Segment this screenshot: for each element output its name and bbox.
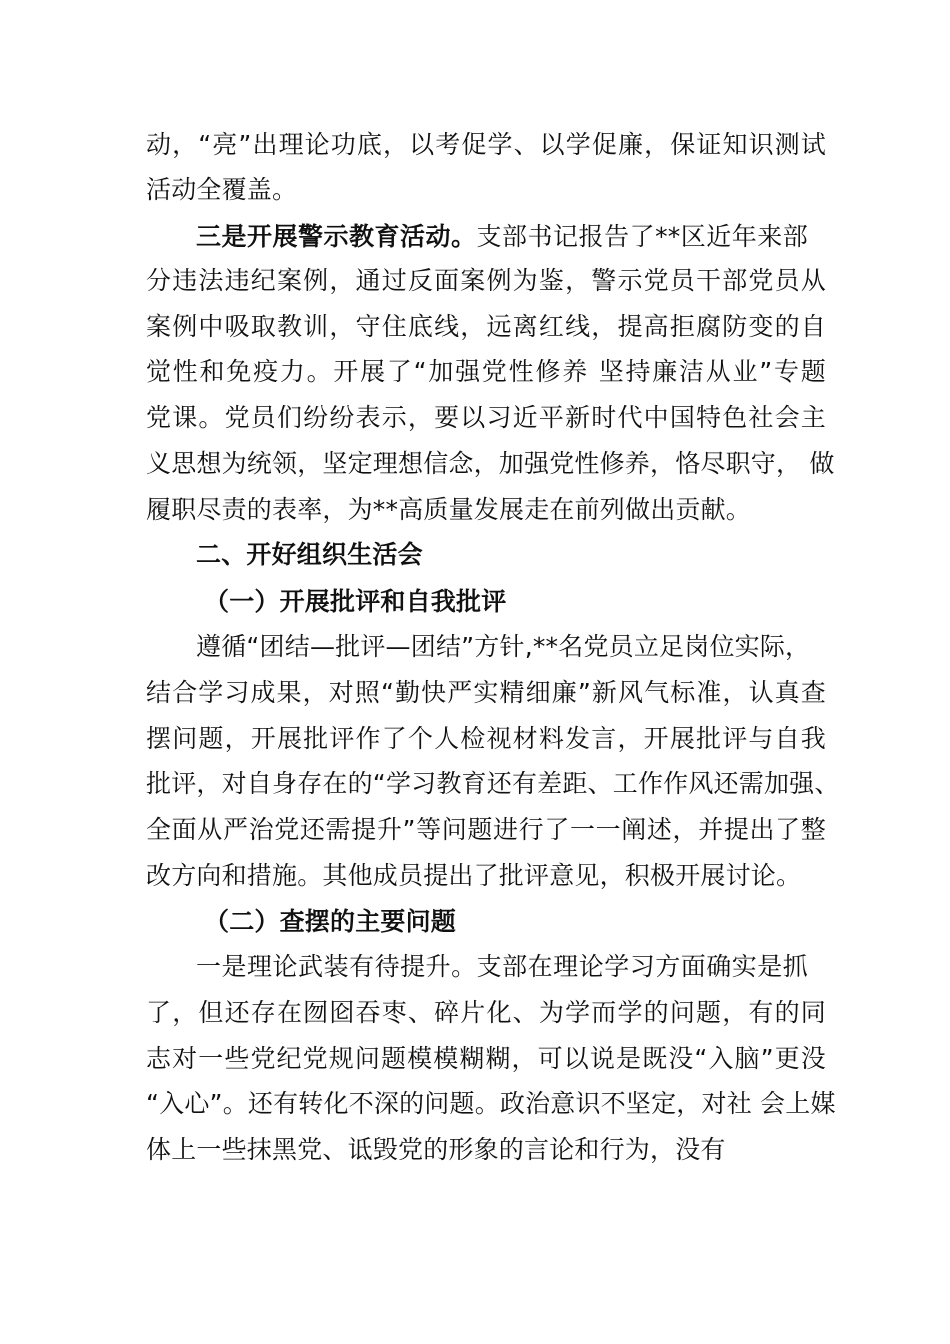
paragraph-line: 履职尽责的表率，为**高质量发展走在前列做出贡献。 [146,495,752,524]
paragraph-line [196,222,808,252]
bold-heading-inline: 三是开展警示教育活动。 [196,222,477,251]
paragraph-line: 批评，对自身存在的“学习教育还有差距、工作作风还需加强、 [146,769,840,798]
paragraph-line: 党课。党员们纷纷表示，要以习近平新时代中国特色社会主 [146,403,826,432]
paragraph-line: 分违法违纪案例，通过反面案例为鉴，警示党员干部党员从 [146,266,826,295]
paragraph-line: 志对一些党纪党规问题模模糊糊，可以说是既没“入脑”更没 [146,1044,826,1073]
paragraph-line: 体上一些抹黑党、诋毁党的形象的言论和行为，没有 [146,1135,726,1164]
paragraph-line: 觉性和免疫力。开展了“加强党性修养 坚持廉洁从业”专题 [146,357,826,386]
paragraph-line: 全面从严治党还需提升”等问题进行了一一阐述，并提出了整 [146,815,826,844]
paragraph-line: 摆问题，开展批评作了个人检视材料发言，开展批评与自我 [146,724,826,753]
paragraph-line: 活动全覆盖。 [146,175,298,204]
paragraph-text: 支部书记报告了**区近年来部 [476,222,808,251]
paragraph-line: 改方向和措施。其他成员提出了批评意见，积极开展讨论。 [146,861,802,890]
paragraph-line: 结合学习成果，对照“勤快严实精细廉”新风气标准，认真查 [146,678,826,707]
paragraph-line: 案例中吸取教训，守住底线，远离红线，提高拒腐防变的自 [146,312,826,341]
subsection-heading: （二）查摆的主要问题 [204,907,457,936]
paragraph-line: “入心”。还有转化不深的问题。政治意识不坚定，对社 会上媒 [146,1089,836,1118]
subsection-heading: （一）开展批评和自我批评 [204,587,507,616]
paragraph-line: 一是理论武装有待提升。支部在理论学习方面确实是抓 [196,952,808,981]
paragraph-line: 动，“亮”出理论功底，以考促学、以学促廉，保证知识测试 [146,130,826,159]
paragraph-line: 义思想为统领，坚定理想信念，加强党性修养，恪尽职守， 做 [146,449,835,478]
section-heading: 二、开好组织生活会 [196,540,423,569]
paragraph-line: 了，但还存在囫囵吞枣、碎片化、为学而学的问题，有的同 [146,998,826,1027]
paragraph-line: 遵循“团结—批评—团结”方针,**名党员立足岗位实际， [196,632,811,661]
